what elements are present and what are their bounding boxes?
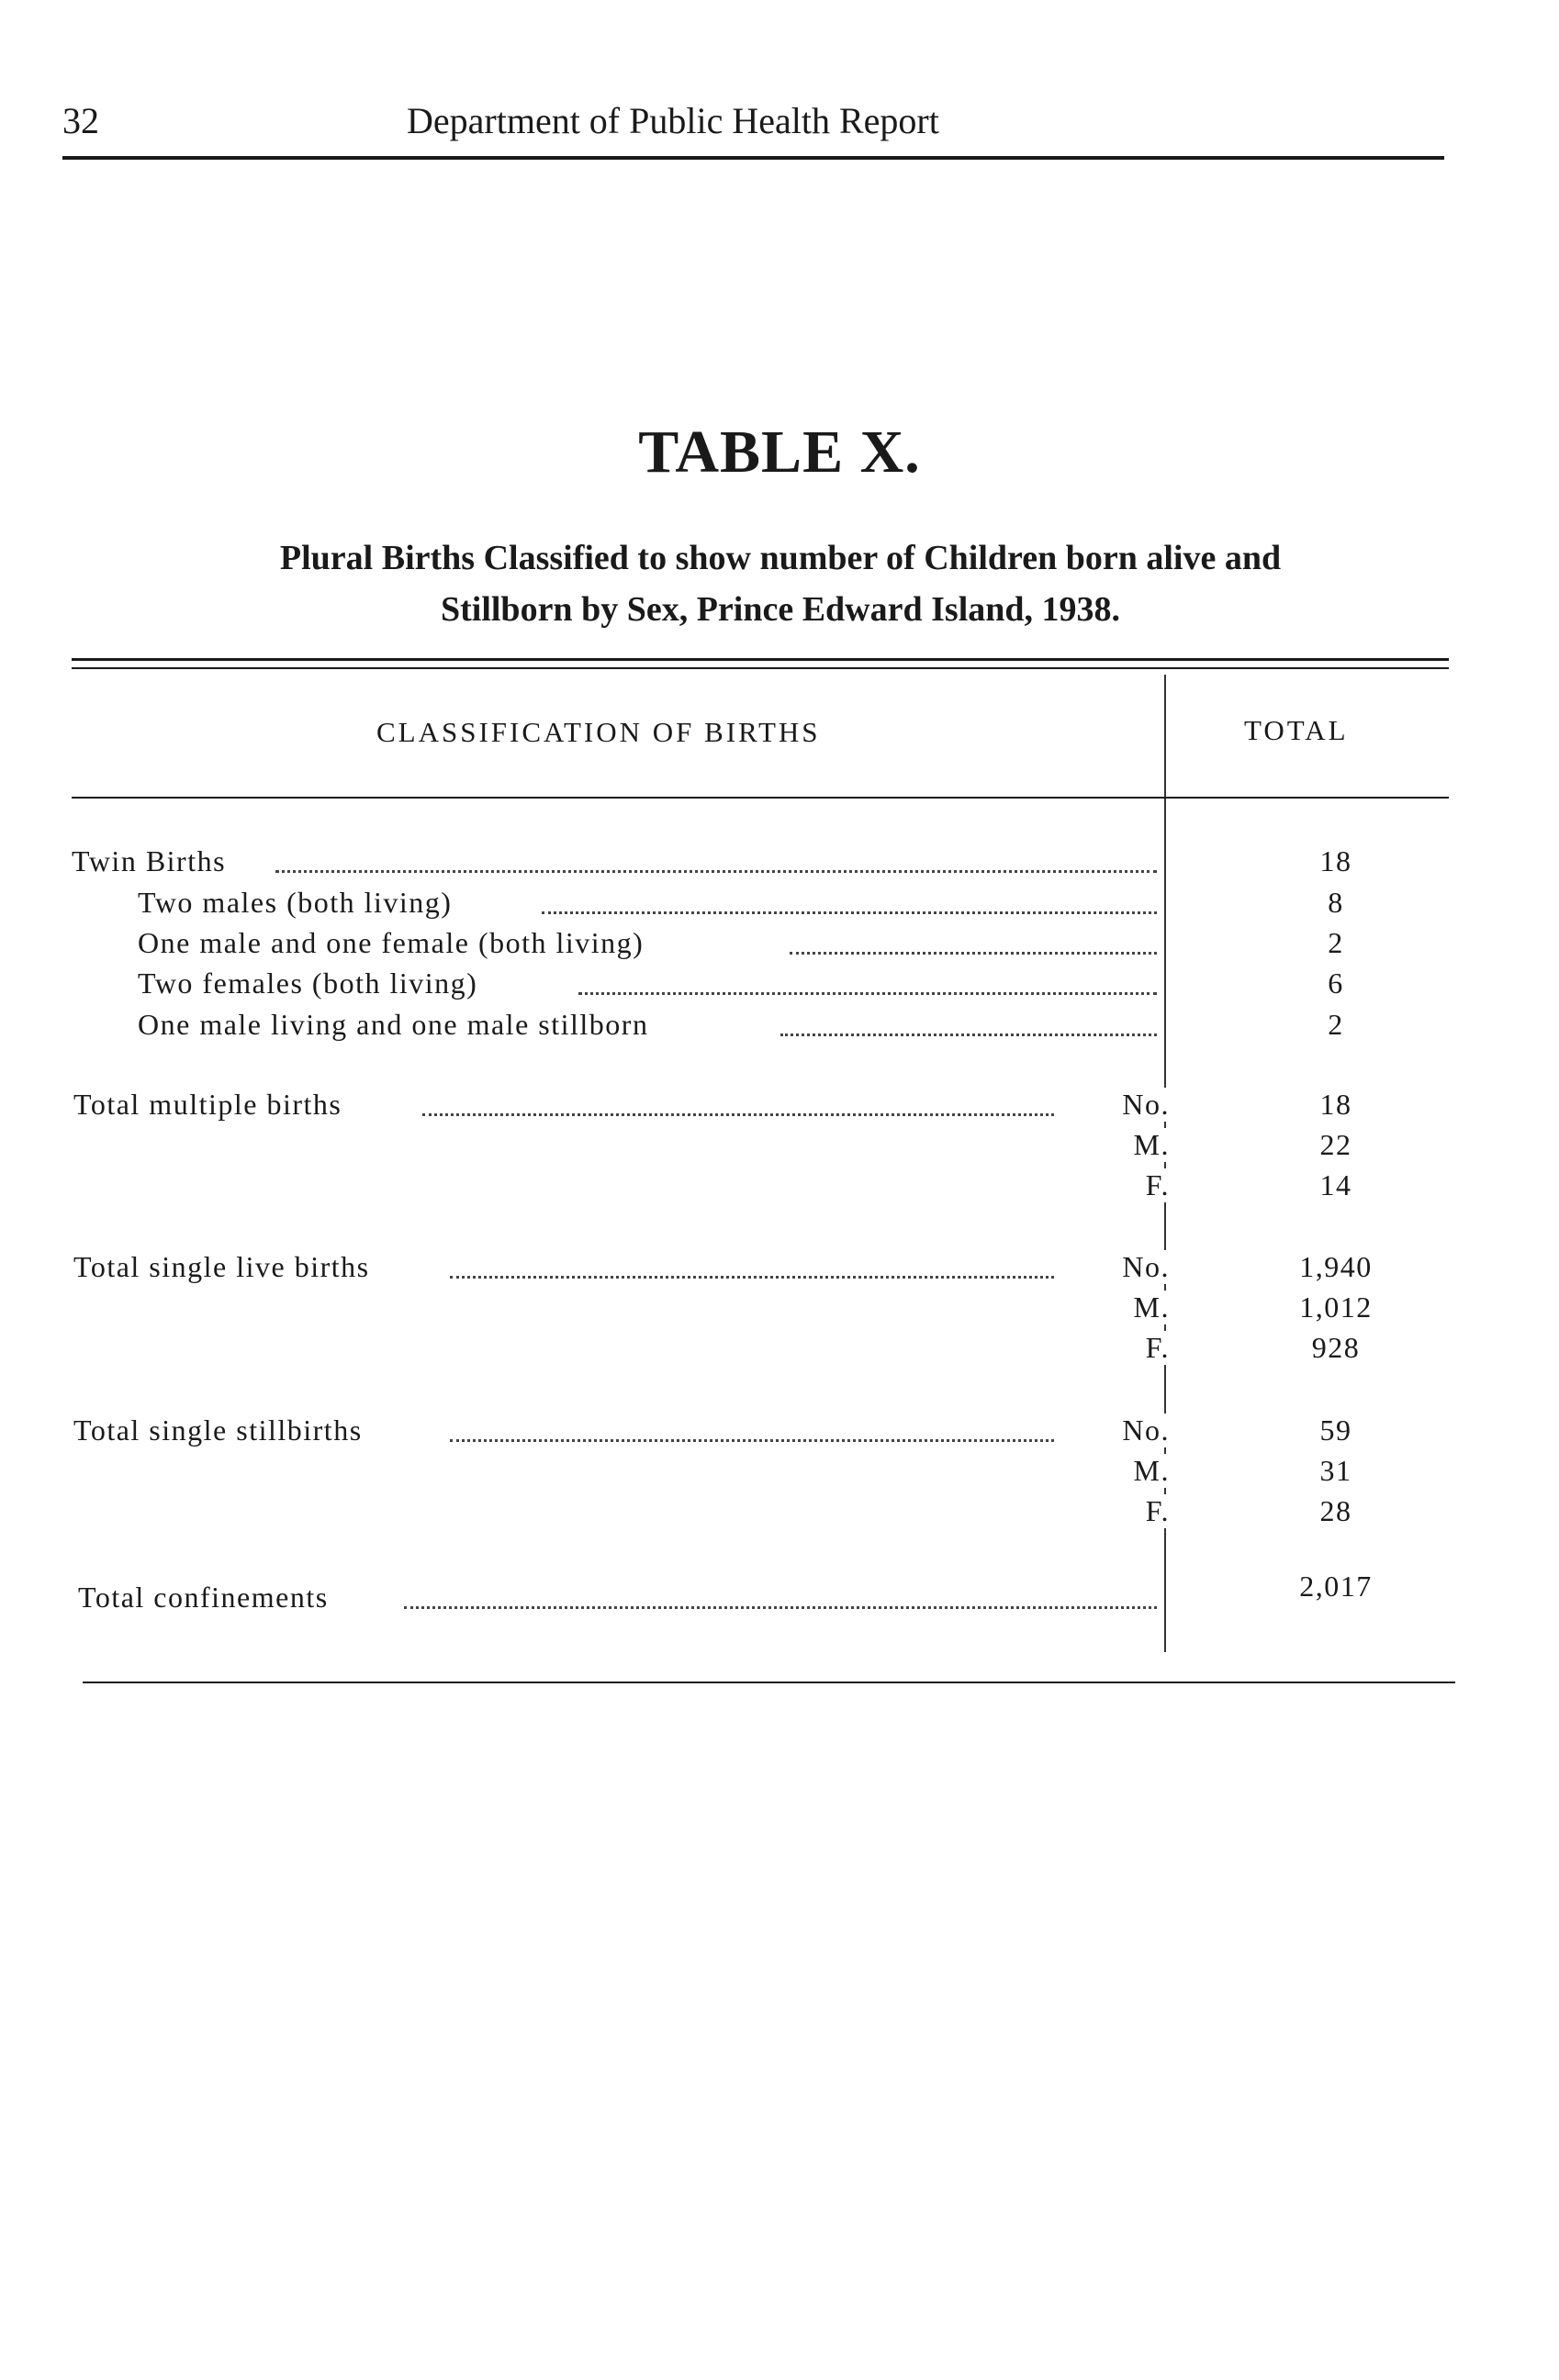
leader-dots — [404, 1590, 1157, 1609]
leader-dots — [780, 1017, 1157, 1036]
twin-male-stillborn-total: 2 — [1328, 1008, 1344, 1041]
confinements-label: Total confinements — [78, 1581, 336, 1615]
table-subtitle-line-1: Plural Births Classified to show number of Children born alive and — [279, 539, 1282, 577]
twin-male-female-total: 2 — [1328, 926, 1344, 959]
page-number: 32 — [62, 100, 99, 141]
single-still-m-total: 31 — [1319, 1454, 1352, 1487]
leader-dots — [578, 976, 1157, 995]
single-still-f-total: 28 — [1319, 1494, 1352, 1527]
twin-two-females-total: 6 — [1328, 967, 1344, 1000]
multiple-births-no-key: No. — [1056, 1088, 1170, 1122]
twin-births-label: Twin Births — [72, 844, 233, 878]
single-still-label: Total single stillbirths — [73, 1413, 370, 1447]
single-live-f-row — [0, 1331, 1559, 1371]
single-live-f-key: F. — [1056, 1331, 1170, 1365]
table-top-rule — [72, 658, 1449, 661]
single-still-no-key: No. — [1056, 1413, 1170, 1447]
single-live-no-total: 1,940 — [1299, 1250, 1373, 1283]
single-live-no-row — [0, 1250, 1559, 1291]
multiple-births-f-row — [0, 1168, 1559, 1209]
twin-two-females-label: Two females (both living) — [138, 967, 485, 1000]
leader-dots — [790, 935, 1157, 955]
table-title: TABLE X. — [638, 419, 921, 486]
single-live-label: Total single live births — [73, 1250, 377, 1284]
multiple-births-f-total: 14 — [1319, 1168, 1352, 1201]
twin-two-males-label: Two males (both living) — [138, 886, 459, 920]
twin-male-stillborn-row — [0, 1008, 1559, 1048]
multiple-births-no-total: 18 — [1319, 1088, 1352, 1121]
column-header-total: TOTAL — [1244, 714, 1349, 746]
leader-dots — [422, 1097, 1093, 1116]
twin-births-row — [0, 844, 1559, 885]
single-still-m-row — [0, 1454, 1559, 1494]
single-still-f-key: F. — [1056, 1494, 1170, 1528]
confinements-row — [0, 1570, 1559, 1621]
multiple-births-m-row — [0, 1128, 1559, 1168]
multiple-births-f-key: F. — [1056, 1168, 1170, 1202]
leader-dots — [450, 1259, 1093, 1279]
twin-male-female-label: One male and one female (both living) — [138, 926, 651, 960]
single-live-m-row — [0, 1291, 1559, 1331]
header-title: Department of Public Health Report — [407, 100, 939, 141]
multiple-births-m-key: M. — [1056, 1128, 1170, 1162]
single-live-m-key: M. — [1056, 1291, 1170, 1324]
table-bottom-rule — [83, 1682, 1455, 1683]
single-live-no-key: No. — [1056, 1250, 1170, 1284]
leader-dots — [542, 895, 1157, 914]
header-bottom-rule — [72, 797, 1449, 799]
column-header-classification: CLASSIFICATION OF BIRTHS — [376, 716, 821, 748]
single-still-m-key: M. — [1056, 1454, 1170, 1488]
single-live-f-total: 928 — [1311, 1331, 1361, 1364]
single-still-no-row — [0, 1413, 1559, 1454]
single-still-no-total: 59 — [1319, 1413, 1352, 1447]
single-live-m-total: 1,012 — [1299, 1291, 1373, 1324]
multiple-births-label: Total multiple births — [73, 1088, 349, 1122]
header-rule — [62, 156, 1444, 160]
twin-male-female-row — [0, 926, 1559, 967]
leader-dots — [450, 1423, 1093, 1442]
single-still-f-row — [0, 1494, 1559, 1535]
table-subtitle-line-2: Stillborn by Sex, Prince Edward Island, 1938. — [440, 590, 1121, 629]
leader-dots — [275, 854, 1157, 873]
running-head — [62, 99, 1444, 158]
twin-two-males-row — [0, 886, 1559, 926]
table-top-rule-second — [72, 667, 1449, 669]
multiple-births-m-total: 22 — [1319, 1128, 1352, 1161]
twin-two-males-total: 8 — [1328, 886, 1344, 919]
multiple-births-no-row — [0, 1088, 1559, 1128]
twin-male-stillborn-label: One male living and one male stillborn — [138, 1008, 656, 1042]
confinements-total: 2,017 — [1299, 1570, 1373, 1603]
twin-births-total: 18 — [1319, 844, 1352, 877]
twin-two-females-row — [0, 967, 1559, 1007]
table-subtitle — [110, 532, 1451, 635]
